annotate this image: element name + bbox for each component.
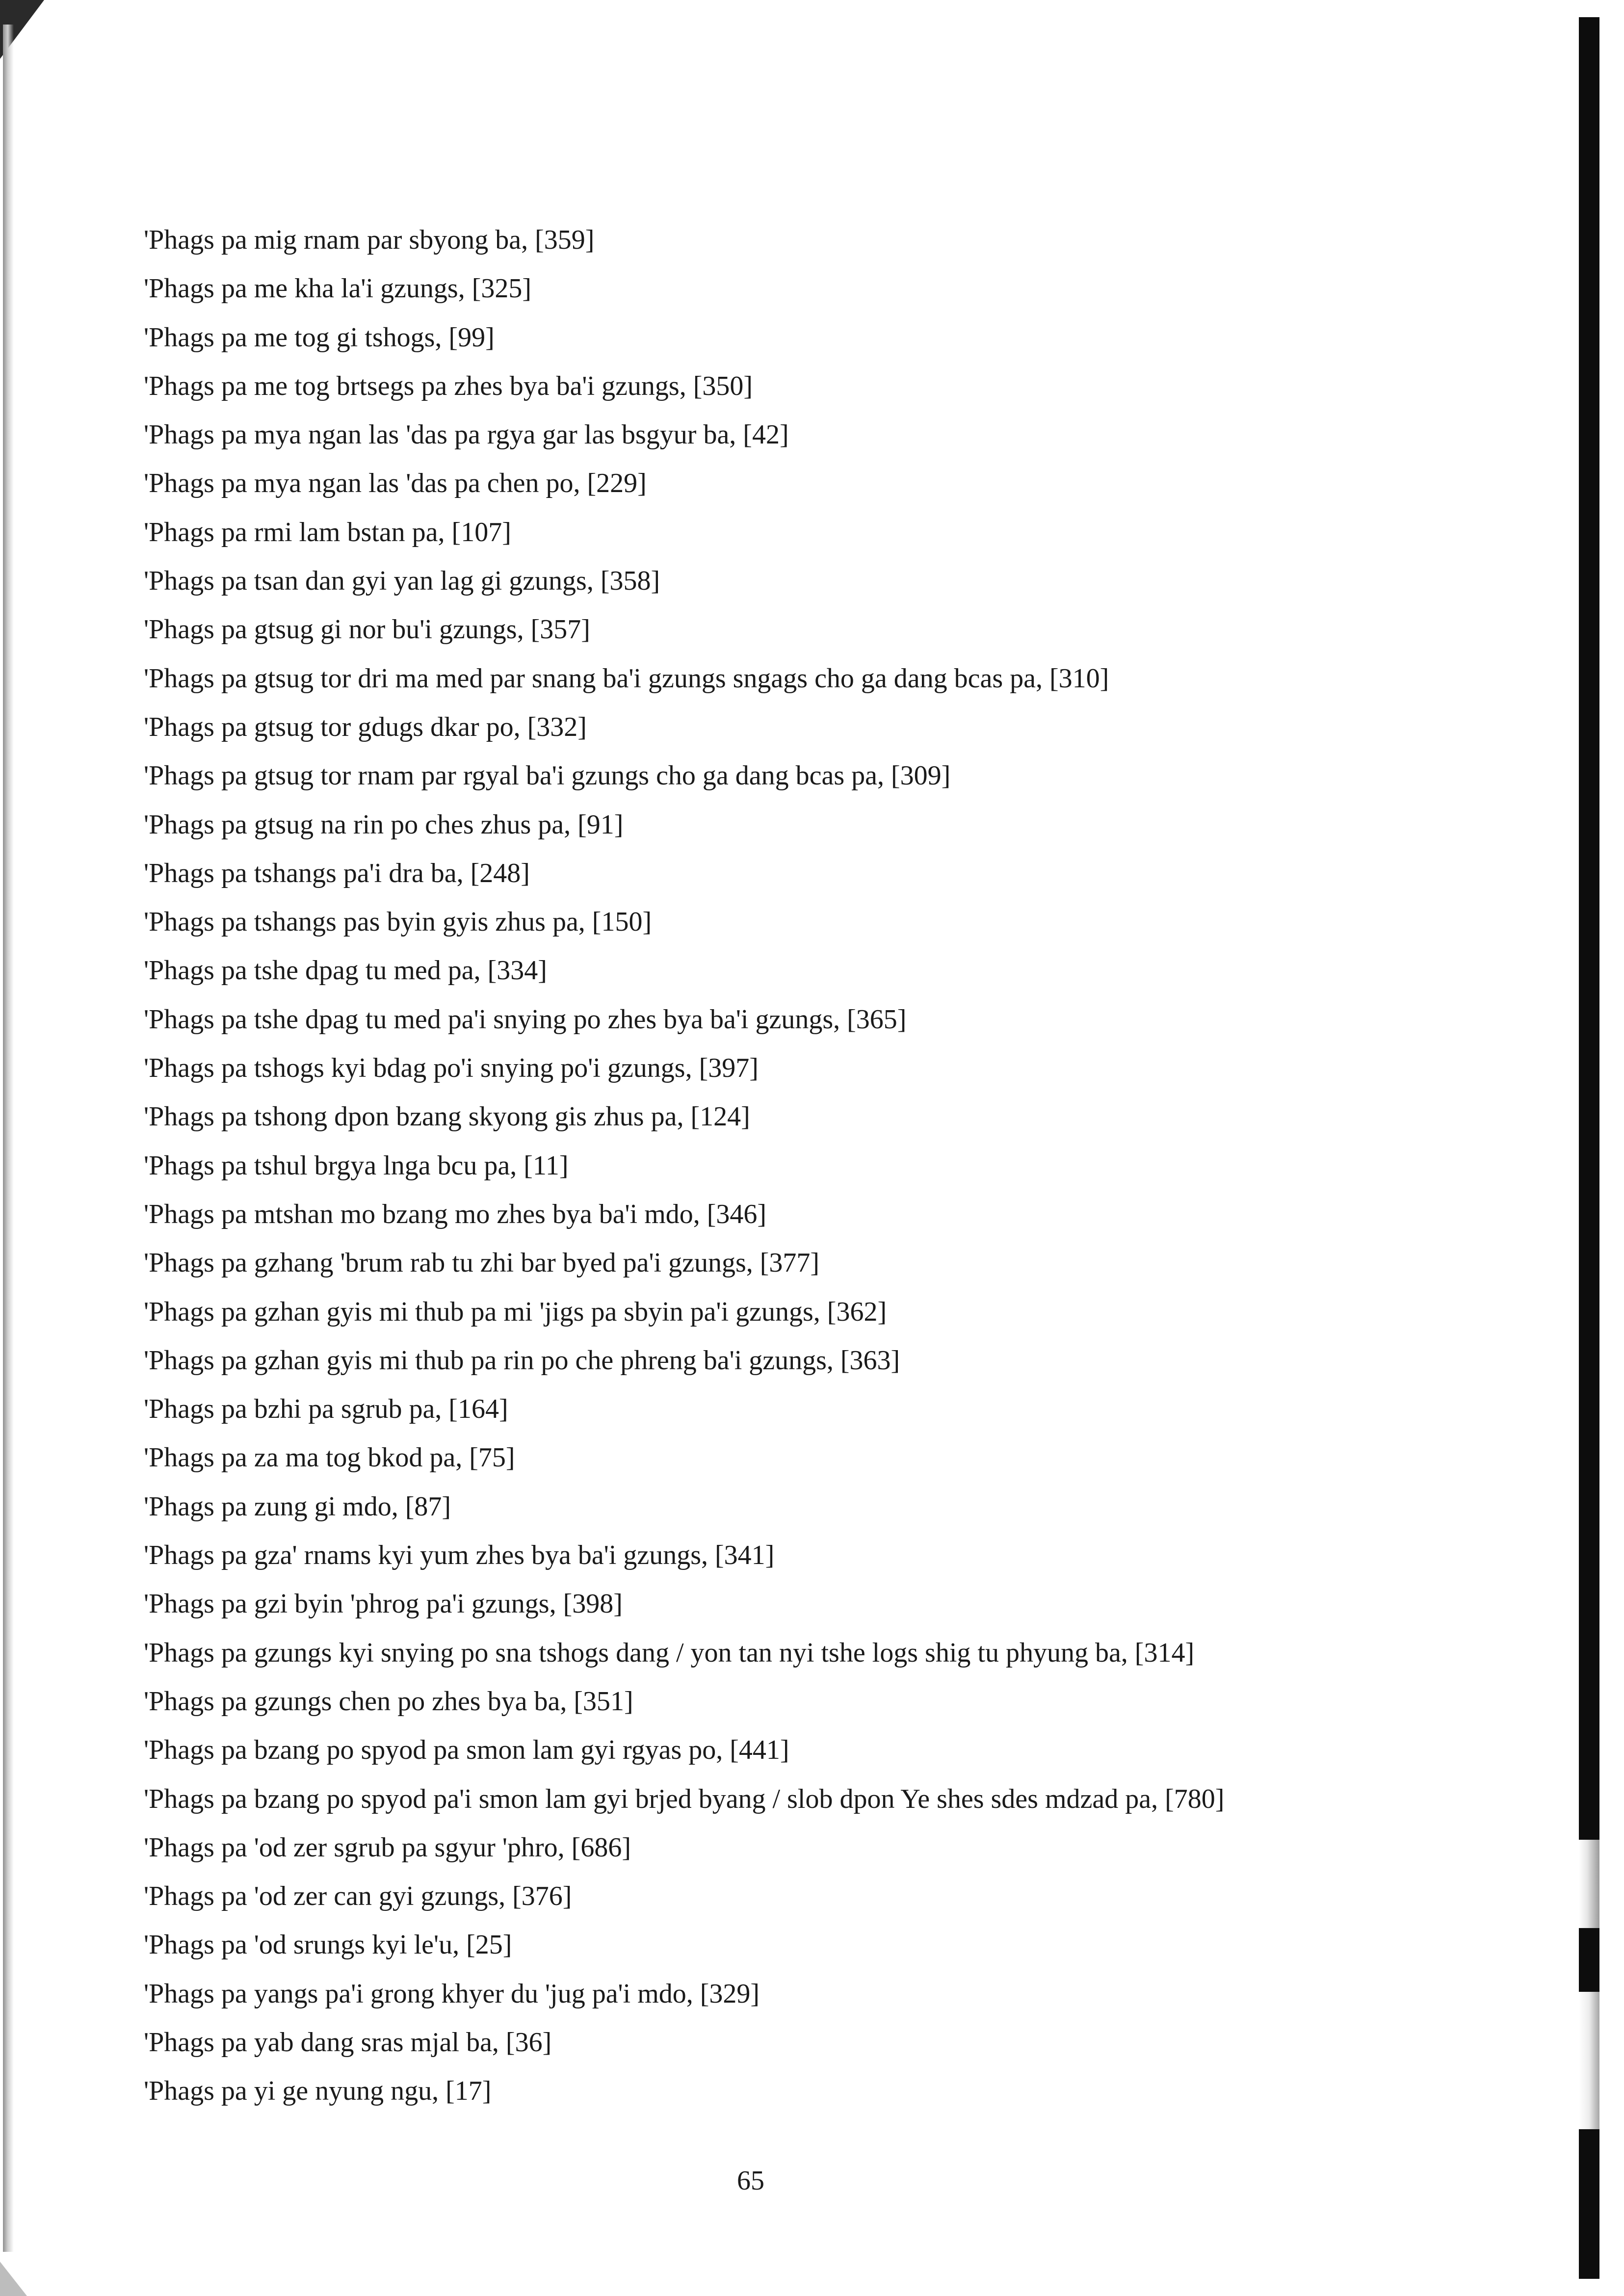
index-entry: 'Phags pa mya ngan las 'das pa rgya gar las bsgyur ba, [42] <box>144 419 789 450</box>
index-entry: 'Phags pa me kha la'i gzungs, [325] <box>144 273 532 304</box>
index-entry: 'Phags pa gtsug tor rnam par rgyal ba'i gzungs cho ga dang bcas pa, [309] <box>144 760 951 791</box>
index-entry: 'Phags pa tshangs pas byin gyis zhus pa, [150] <box>144 907 652 938</box>
index-entry: 'Phags pa gzi byin 'phrog pa'i gzungs, [398] <box>144 1589 623 1619</box>
index-entry: 'Phags pa gzungs kyi snying po sna tshogs dang / yon tan nyi tshe logs shig tu phyung ba, [314] <box>144 1637 1195 1668</box>
index-entry: 'Phags pa tshe dpag tu med pa'i snying po zhes bya ba'i gzungs, [365] <box>144 1004 907 1035</box>
index-entry: 'Phags pa yi ge nyung ngu, [17] <box>144 2076 492 2107</box>
index-entry: 'Phags pa tshul brgya lnga bcu pa, [11] <box>144 1150 569 1181</box>
index-entry: 'Phags pa tsan dan gyi yan lag gi gzungs, [358] <box>144 566 660 597</box>
index-entry: 'Phags pa gzhan gyis mi thub pa mi 'jigs pa sbyin pa'i gzungs, [362] <box>144 1296 887 1327</box>
index-entry: 'Phags pa zung gi mdo, [87] <box>144 1491 451 1522</box>
index-entry: 'Phags pa yab dang sras mjal ba, [36] <box>144 2027 552 2058</box>
index-entry: 'Phags pa gzhang 'brum rab tu zhi bar byed pa'i gzungs, [377] <box>144 1248 820 1278</box>
scan-shadow-bottom-left <box>0 2262 27 2296</box>
index-entry: 'Phags pa gzungs chen po zhes bya ba, [351] <box>144 1686 633 1717</box>
index-entry: 'Phags pa bzang po spyod pa'i smon lam gyi brjed byang / slob dpon Ye shes sdes mdzad pa, [780] <box>144 1783 1225 1814</box>
index-entry: 'Phags pa me tog brtsegs pa zhes bya ba'i gzungs, [350] <box>144 370 753 401</box>
page-number: 65 <box>737 2166 764 2196</box>
index-entry: 'Phags pa gtsug tor dri ma med par snang ba'i gzungs sngags cho ga dang bcas pa, [310] <box>144 663 1109 694</box>
index-entry: 'Phags pa bzhi pa sgrub pa, [164] <box>144 1394 508 1425</box>
index-entry: 'Phags pa tshangs pa'i dra ba, [248] <box>144 858 530 888</box>
scan-shadow-left-edge <box>3 25 14 2252</box>
index-entry: 'Phags pa bzang po spyod pa smon lam gyi rgyas po, [441] <box>144 1735 789 1766</box>
scan-shadow-right-gap <box>1579 1992 1599 2129</box>
index-entry: 'Phags pa 'od srungs kyi le'u, [25] <box>144 1930 512 1960</box>
index-entry: 'Phags pa gtsug gi nor bu'i gzungs, [357] <box>144 614 590 645</box>
index-entry: 'Phags pa gzhan gyis mi thub pa rin po che phreng ba'i gzungs, [363] <box>144 1345 900 1376</box>
index-entry: 'Phags pa 'od zer sgrub pa sgyur 'phro, [686] <box>144 1832 631 1863</box>
index-entry: 'Phags pa mtshan mo bzang mo zhes bya ba'i mdo, [346] <box>144 1199 767 1229</box>
index-entry: 'Phags pa me tog gi tshogs, [99] <box>144 322 495 353</box>
index-entry: 'Phags pa tshe dpag tu med pa, [334] <box>144 955 547 986</box>
index-entry: 'Phags pa rmi lam bstan pa, [107] <box>144 517 511 548</box>
index-entry: 'Phags pa tshong dpon bzang skyong gis zhus pa, [124] <box>144 1101 750 1132</box>
index-entry: 'Phags pa gtsug na rin po ches zhus pa, [91] <box>144 809 624 840</box>
scan-shadow-right-edge <box>1579 17 1599 2279</box>
index-entry: 'Phags pa gtsug tor gdugs dkar po, [332] <box>144 711 587 742</box>
index-entry: 'Phags pa mya ngan las 'das pa chen po, [229] <box>144 468 647 499</box>
index-entry: 'Phags pa gza' rnams kyi yum zhes bya ba'i gzungs, [341] <box>144 1540 775 1571</box>
scan-shadow-right-gap <box>1579 1840 1599 1928</box>
index-entry: 'Phags pa yangs pa'i grong khyer du 'jug pa'i mdo, [329] <box>144 1978 760 2009</box>
index-entry-list <box>144 216 1224 2116</box>
index-entry: 'Phags pa za ma tog bkod pa, [75] <box>144 1442 515 1473</box>
index-entry: 'Phags pa tshogs kyi bdag po'i snying po'i gzungs, [397] <box>144 1053 759 1084</box>
index-entry: 'Phags pa 'od zer can gyi gzungs, [376] <box>144 1881 572 1912</box>
index-entry: 'Phags pa mig rnam par sbyong ba, [359] <box>144 225 595 255</box>
